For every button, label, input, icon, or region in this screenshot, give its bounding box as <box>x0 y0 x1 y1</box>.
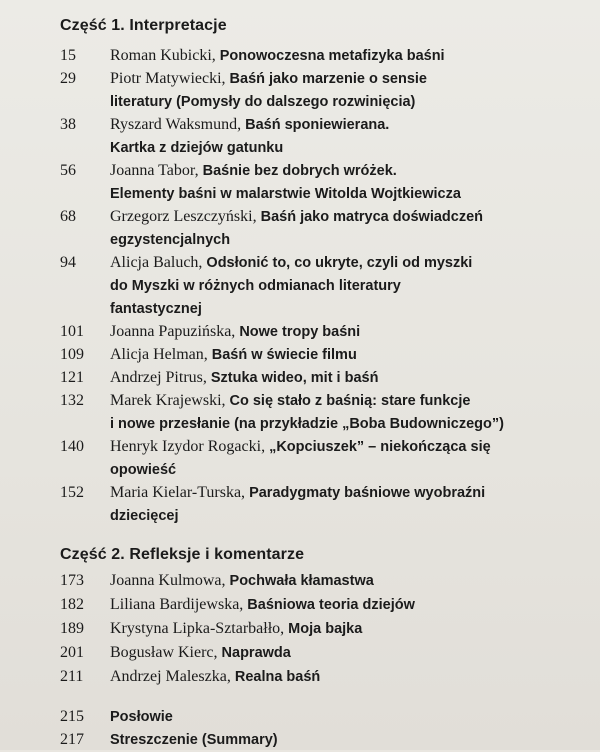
work-title: Pochwała kłamastwa <box>229 573 374 589</box>
author-name: Liliana Bardijewska, <box>110 596 244 613</box>
entry-line <box>110 159 397 183</box>
work-title: Sztuka wideo, mit i baśń <box>210 370 379 386</box>
work-title: Baśniowa teoria dziejów <box>247 597 415 613</box>
entry-line <box>110 90 415 114</box>
author-name: Bogusław Kierc, <box>110 644 218 661</box>
work-title: Paradygmaty baśniowe wyobraźni <box>249 485 486 501</box>
entry-line <box>110 435 491 459</box>
author-name: Roman Kubicki, <box>110 47 216 64</box>
author-name: Piotr Matywiecki, <box>110 70 226 87</box>
page-number: 152 <box>60 484 84 501</box>
page-number: 68 <box>60 208 76 225</box>
entry-line <box>110 44 445 68</box>
author-name: Krystyna Lipka-Sztarbałło, <box>110 620 285 637</box>
work-title: „Kopciuszek” – niekończąca się <box>269 439 491 455</box>
entry-line <box>110 641 291 665</box>
part2-heading: Część 2. Refleksje i komentarze <box>60 546 305 563</box>
entry-line <box>110 458 176 482</box>
page-number: 189 <box>60 620 84 637</box>
page-number: 132 <box>60 392 84 409</box>
page-number: 217 <box>60 731 84 748</box>
entry-line <box>110 113 389 137</box>
author-name: Alicja Baluch, <box>110 254 203 271</box>
author-name: Joanna Papuzińska, <box>110 323 236 340</box>
page-number: 15 <box>60 47 76 64</box>
entry-line <box>110 665 320 689</box>
entry-line <box>110 228 230 252</box>
author-name: Andrzej Maleszka, <box>110 668 231 685</box>
entry-line <box>110 412 504 436</box>
entry-line <box>110 205 483 229</box>
work-title: Naprawda <box>221 645 291 661</box>
page-number: 201 <box>60 644 84 661</box>
entry-line <box>110 593 415 617</box>
work-title: Streszczenie (Summary) <box>110 732 278 748</box>
part1-heading: Część 1. Interpretacje <box>60 17 227 34</box>
entry-line <box>110 705 173 729</box>
page-number: 94 <box>60 254 76 271</box>
work-title: Ponowoczesna metafizyka baśni <box>219 48 445 64</box>
page-number: 29 <box>60 70 76 87</box>
author-name: Ryszard Waksmund, <box>110 116 242 133</box>
author-name: Maria Kielar-Turska, <box>110 484 246 501</box>
work-title-continued: literatury (Pomysły do dalszego rozwinięcia) <box>110 94 416 110</box>
work-title: Posłowie <box>110 709 173 725</box>
work-title: Realna baśń <box>234 669 321 685</box>
entry-line <box>110 182 461 206</box>
work-title-continued: do Myszki w różnych odmianach literatury <box>110 278 401 294</box>
work-title: Baśń jako marzenie o sensie <box>229 71 427 87</box>
entry-line <box>110 274 401 298</box>
work-title-continued: opowieść <box>110 462 177 478</box>
entry-line <box>110 366 378 390</box>
work-title: Moja bajka <box>288 621 363 637</box>
entry-line <box>110 389 470 413</box>
entry-line <box>110 343 357 367</box>
work-title: Co się stało z baśnią: stare funkcje <box>229 393 471 409</box>
entry-line <box>110 728 278 752</box>
author-name: Alicja Helman, <box>110 346 208 363</box>
entry-line <box>110 251 472 275</box>
author-name: Grzegorz Leszczyński, <box>110 208 257 225</box>
page-number: 215 <box>60 708 84 725</box>
work-title: Baśń sponiewierana. <box>245 117 390 133</box>
work-title: Odsłonić to, co ukryte, czyli od myszki <box>206 255 473 271</box>
page-number: 101 <box>60 323 84 340</box>
author-name: Andrzej Pitrus, <box>110 369 207 386</box>
author-name: Joanna Kulmowa, <box>110 572 226 589</box>
page-number: 121 <box>60 369 84 386</box>
work-title: Baśń w świecie filmu <box>211 347 357 363</box>
entry-line <box>110 136 283 160</box>
entry-line <box>110 617 362 641</box>
work-title-continued: dziecięcej <box>110 508 179 524</box>
work-title: Baśnie bez dobrych wróżek. <box>202 163 397 179</box>
page-number: 140 <box>60 438 84 455</box>
page-number: 211 <box>60 668 84 685</box>
entry-line <box>110 504 179 528</box>
entry-line <box>110 320 360 344</box>
author-name: Marek Krajewski, <box>110 392 226 409</box>
work-title-continued: fantastycznej <box>110 301 202 317</box>
work-title: Nowe tropy baśni <box>239 324 361 340</box>
entry-line <box>110 569 374 593</box>
work-title-continued: Kartka z dziejów gatunku <box>110 140 284 156</box>
page-number: 56 <box>60 162 76 179</box>
entry-line <box>110 481 485 505</box>
entry-line <box>110 67 427 91</box>
entry-line <box>110 297 202 321</box>
page-number: 182 <box>60 596 84 613</box>
work-title-continued: i nowe przesłanie (na przykładzie „Boba Budowniczego”) <box>110 416 504 432</box>
page-number: 38 <box>60 116 76 133</box>
author-name: Henryk Izydor Rogacki, <box>110 438 266 455</box>
work-title-continued: Elementy baśni w malarstwie Witolda Wojtkiewicza <box>110 186 461 202</box>
page-number: 109 <box>60 346 84 363</box>
page-number: 173 <box>60 572 84 589</box>
author-name: Joanna Tabor, <box>110 162 199 179</box>
work-title: Baśń jako matryca doświadczeń <box>260 209 484 225</box>
work-title-continued: egzystencjalnych <box>110 232 231 248</box>
